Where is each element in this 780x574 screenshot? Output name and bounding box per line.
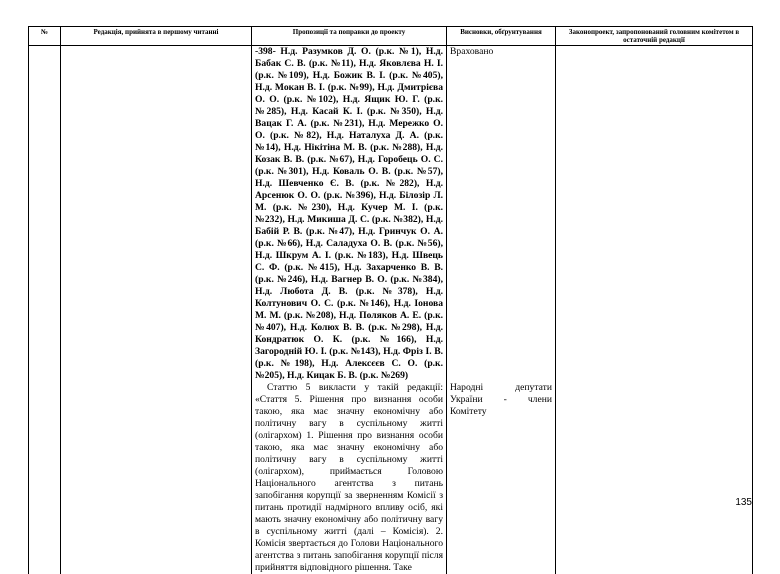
table-row (29, 382, 753, 574)
header-conclusions: Висновки, обґрунтування (447, 27, 556, 46)
conclusion-cell (447, 46, 556, 383)
final-text-cell (556, 46, 753, 383)
conclusion-cell (447, 382, 556, 574)
first-reading-cell (61, 382, 252, 574)
row-number-cell (29, 382, 61, 574)
conclusion-text: Враховано (450, 46, 494, 57)
row-number-cell (29, 46, 61, 383)
header-number: № (29, 27, 61, 46)
proposal-authors-text: -398- Н.д. Разумков Д. О. (р.к. №1), Н.д. Бабак С. В. (р.к. №11), Н.д. Яковлєва Н. І. (р.к. №109), Н.д. Божик В. І. (р.к. №405), Н.д. Мокан В. І. (р.к. №99), Н.д. Дмитрієва О. О. (р.к. №102), Н.д. Ящик Ю. Г. (р.к. №285), Н.д. Касай К. І. (р.к. №350), Н.д. Вацак Г. А. (р.к. №231), Н.д. Мережко О. О. (р.к. №82), Н.д. Наталуха Д. А. (р.к. №14), Н.д. Нікітіна М. В. (р.к. №288), Н.д. Козак В. В. (р.к. №67), Н.д. Горобець О. С. (р.к. №301), Н.д. Коваль О. В. (р.к. №57), Н.д. Шевченко Є. В. (р.к. №282), Н.д. Арсенюк О. О. (р.к. №396), Н.д. Білозір Л. М. (р.к. №230), Н.д. Кучер М. І. (р.к. №232), Н.д. Микиша Д. С. (р.к. №382), Н.д. Бабій Р. В. (р.к. №47), Н.д. Гринчук О. А. (р.к. №66), Н.д. Саладуха О. В. (р.к. №56), Н.д. Шкрум А. І. (р.к. №183), Н.д. Швець С. Ф. (р.к. №415), Н.д. Захарченко В. В. (р.к. №246), Н.д. Вагнер В. О. (р.к. №384), Н.д. Любота Д. В. (р.к. №378), Н.д. Колтунович О. С. (р.к. №146), Н.д. Іонова М. М. (р.к. №208), Н.д. Поляков А. Е. (р.к. №407), Н.д. Колюх В. В. (р.к. №298), Н.д. Кондратюк О. К. (р.к. №166), Н.д. Загородній Ю. І. (р.к. №143), Н.д. Фріз І. В. (р.к. №198), Н.д. Алексєєв С. О. (р.к. №205), Н.д. Кицак Б. В. (р.к. №269) (255, 46, 443, 381)
table-row (29, 46, 753, 383)
header-proposals: Пропозиції та поправки до проекту (252, 27, 447, 46)
first-reading-cell (61, 46, 252, 383)
header-first-reading: Редакція, прийнята в першому читанні (61, 27, 252, 46)
proposal-cell (252, 382, 447, 574)
comparison-table (28, 26, 753, 574)
proposal-article-text: Статтю 5 викласти у такій редакції: «Стаття 5. Рішення про визнання особи такою, яка має значну економічну або політичну вагу в суспільному житті (олігархом) 1. Рішення про визнання особи такою, яка має значну економічну або політичну вагу в суспільному житті (олігархом), приймається Головою Національного агентства з питань запобігання корупції за зверненням Комісії з питань протидії надмірного впливу осіб, які мають значну економічну або політичну вагу в суспільному житті (далі – Комісія). 2. Комісія звертається до Голови Національного агентства з питань запобігання корупції після прийняття відповідного рішення. Таке (255, 382, 443, 573)
final-text-cell (556, 382, 753, 574)
table-header-row (29, 27, 753, 46)
proposal-cell (252, 46, 447, 383)
page-number: 135 (735, 497, 752, 508)
conclusion-authors: Народні депутати України - члени Комітету (450, 382, 552, 417)
header-final-text: Законопроект, запропонований головним комітетом в остаточній редакції (556, 27, 753, 46)
